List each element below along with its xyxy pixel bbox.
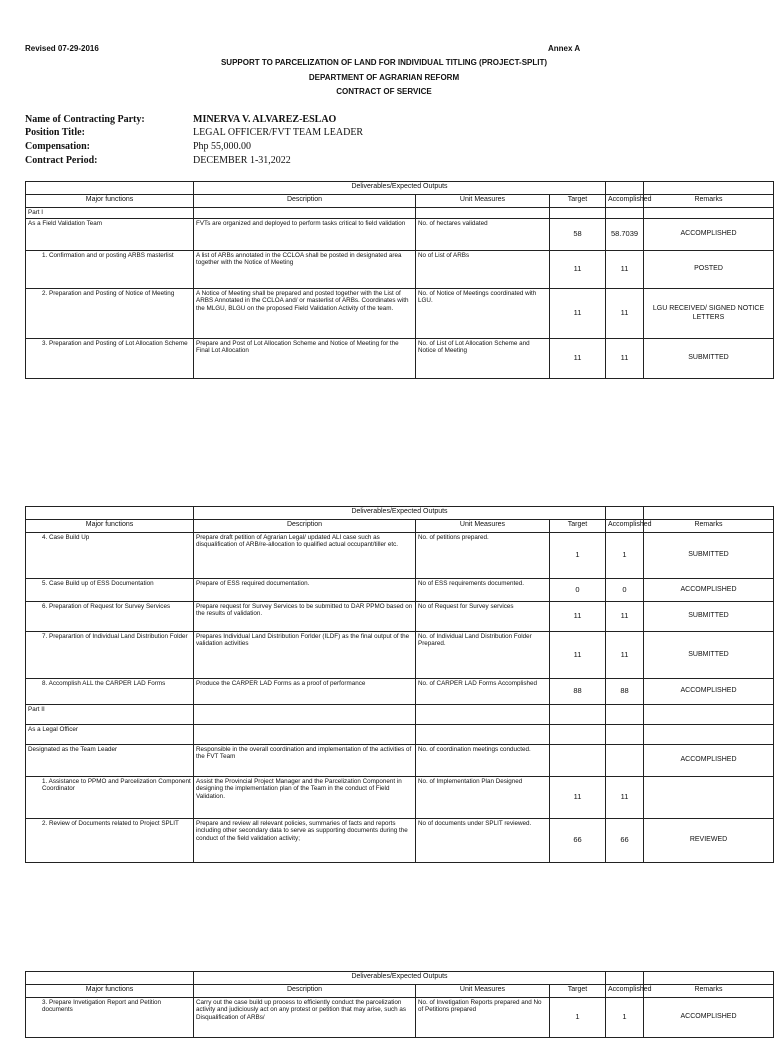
compensation-value: Php 55,000.00: [193, 141, 252, 152]
col-description: Description: [194, 985, 416, 998]
table-row: 3. Preparation and Posting of Lot Allocation Scheme Prepare and Post of Lot Allocation Scheme and Notice of Meeting for the Final Lot Allocation No. of List of Lot Allocation Scheme and Notice of Meeting 11 11 SUBMITTED: [26, 339, 774, 379]
table-row: 2. Review of Documents related to Project SPLIT Prepare and review all relevant policies, summaries of facts and reports including other secondary data to serve as supporting documents during the conduct of the field validation activity; No of documents under SPLIT reviewed. 66 66 REVIEWED: [26, 819, 774, 863]
col-major-functions: Major functions: [26, 985, 194, 998]
col-accomplished: Accomplished: [606, 520, 644, 533]
table-row: 1. Confirmation and or posting ARBS masterlist A list of ARBs annotated in the CCLOA shall be posted in designated area together with the Notice of Meeting No of List of ARBs 11 11 POSTED: [26, 251, 774, 289]
contracting-party-value: MINERVA V. ALVAREZ-ESLAO: [193, 114, 337, 125]
deliverables-header: Deliverables/Expected Outputs: [194, 972, 606, 985]
table-row: 8. Accomplish ALL the CARPER LAD Forms Produce the CARPER LAD Forms as a proof of performance No. of CARPER LAD Forms Accomplished 88 88 ACCOMPLISHED: [26, 679, 774, 705]
table-row: 4. Case Build Up Prepare draft petition of Agrarian Legal/ updated ALI case such as disqualification of ARB/re-allocation to qualified actual occupant/tiller etc. No. of petitions prepared. 1 1 SUBMITTED: [26, 533, 774, 579]
col-description: Description: [194, 520, 416, 533]
deliverables-header: Deliverables/Expected Outputs: [194, 507, 606, 520]
col-target: Target: [550, 520, 606, 533]
table-row: 1. Assistance to PPMO and Parcelization Component Coordinator Assist the Provincial Project Manager and the Parcelization Component in designing the implementation plan of the Team in the conduct of Field Validation. No. of Implementation Plan Designed 11 11: [26, 777, 774, 819]
table-row: 6. Preparation of Request for Survey Services Prepare request for Survey Services to be submitted to DAR PPMO based on the results of validation. No of Request for Survey services 11 11 SUBMITTED: [26, 602, 774, 632]
position-label: Position Title:: [25, 127, 85, 138]
deliverables-table-3: [25, 971, 774, 1038]
contract-period-label: Contract Period:: [25, 155, 98, 166]
doc-title-department: DEPARTMENT OF AGRARIAN REFORM: [308, 73, 460, 82]
deliverables-header: Deliverables/Expected Outputs: [194, 182, 606, 195]
col-unit-measures: Unit Measures: [416, 985, 550, 998]
section-label: As a Legal Officer: [26, 725, 194, 745]
table-row: 5. Case Build up of ESS Documentation Prepare of ESS required documentation. No of ESS requirements documented. 0 0 ACCOMPLISHED: [26, 579, 774, 602]
annex-label: Annex A: [548, 44, 581, 53]
part-label: Part I: [26, 208, 194, 219]
deliverables-table-2: [25, 506, 774, 863]
col-remarks: Remarks: [644, 195, 774, 208]
contracting-party-label: Name of Contracting Party:: [25, 114, 145, 125]
col-major-functions: Major functions: [26, 195, 194, 208]
table-row: As a Field Validation Team FVTs are organized and deployed to perform tasks critical to field validation No. of hectares validated 58 58.7039 ACCOMPLISHED: [26, 219, 774, 251]
doc-title-project: SUPPORT TO PARCELIZATION OF LAND FOR INDIVIDUAL TITLING (PROJECT-SPLIT): [220, 58, 548, 67]
col-accomplished: Accomplished: [606, 985, 644, 998]
table-row: 3. Prepare Invetigation Report and Petition documents Carry out the case build up process to efficiently conduct the parcelization activity and judiciously act on any protest or petition that may arise, such as Disqualification of ARBs/ No. of Invetigation Reports prepared and No of Petitions prepared 1 1 ACCOMPLISHED: [26, 998, 774, 1038]
doc-title-contract: CONTRACT OF SERVICE: [336, 87, 432, 96]
col-accomplished: Accomplished: [606, 195, 644, 208]
col-major-functions: Major functions: [26, 520, 194, 533]
col-target: Target: [550, 985, 606, 998]
col-description: Description: [194, 195, 416, 208]
table-row: Designated as the Team Leader Responsible in the overall coordination and implementation of the activities of the FVT Team No. of coordination meetings conducted. ACCOMPLISHED: [26, 745, 774, 777]
col-remarks: Remarks: [644, 985, 774, 998]
col-unit-measures: Unit Measures: [416, 520, 550, 533]
position-value: LEGAL OFFICER/FVT TEAM LEADER: [193, 127, 364, 138]
contract-period-value: DECEMBER 1-31,2022: [193, 155, 291, 166]
compensation-label: Compensation:: [25, 141, 91, 152]
revised-date: Revised 07-29-2016: [25, 44, 99, 53]
col-unit-measures: Unit Measures: [416, 195, 550, 208]
part-label: Part II: [26, 705, 194, 725]
deliverables-table-1: [25, 181, 774, 379]
col-target: Target: [550, 195, 606, 208]
col-remarks: Remarks: [644, 520, 774, 533]
table-row: 7. Preparartion of Individual Land Distribution Folder Prepares Individual Land Distribution Forlder (ILDF) as the final output of the validation activities No. of Individual Land Distribution Folder Prepared. 11 11 SUBMITTED: [26, 632, 774, 679]
table-row: 2. Preparation and Posting of Notice of Meeting A Notice of Meeting shall be prepared and posted together with the List of ARBS Annotated in the CCLOA and/ or masterlist of ARBs. Coordinates with the MLGU, BLGU on the proposed Field Validation Activity of the team. No. of Notice of Meetings coordinated with LGU. 11 11 LGU RECEIVED/ SIGNED NOTICE LETTERS: [26, 289, 774, 339]
